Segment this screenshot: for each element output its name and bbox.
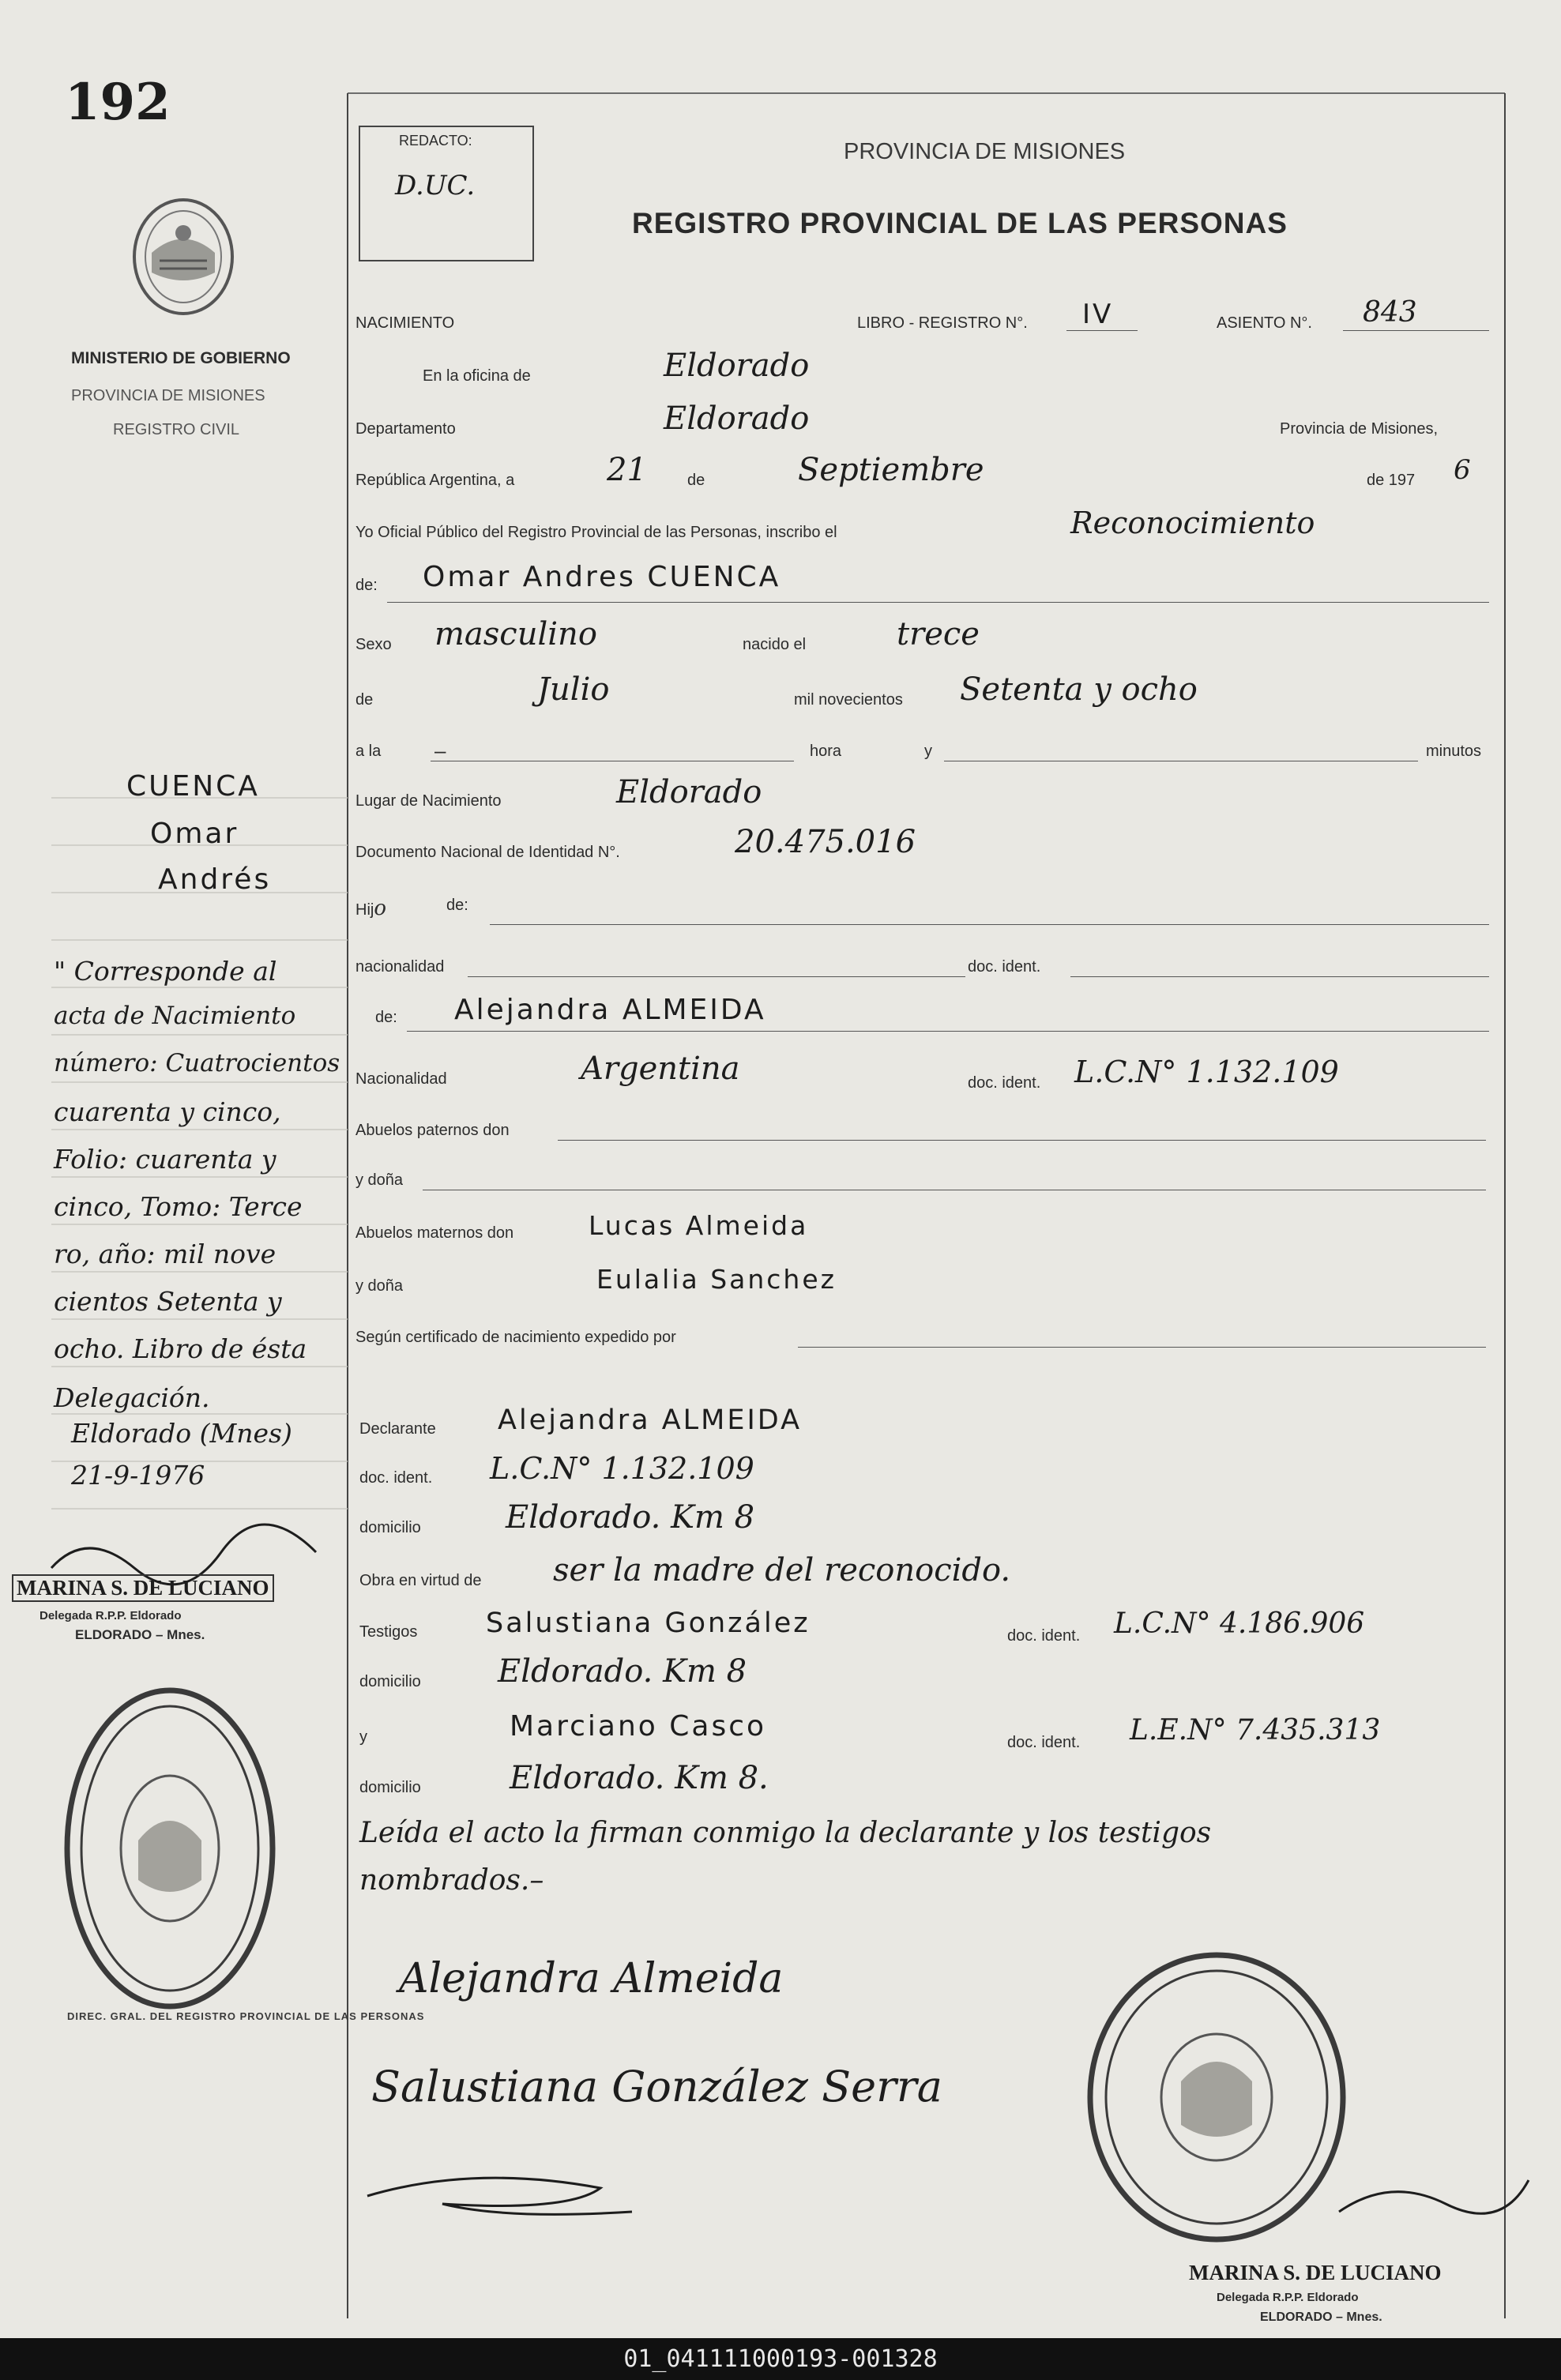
departamento-label: Departamento xyxy=(355,420,456,438)
declarante-value: Alejandra ALMEIDA xyxy=(498,1404,803,1436)
margin-note-line: Delegación. xyxy=(54,1382,210,1413)
libro-value: IV xyxy=(1082,299,1114,330)
page-number: 192 xyxy=(65,73,171,132)
mil-label: mil novecientos xyxy=(794,691,903,709)
hijo-de-label: de: xyxy=(446,897,468,914)
abuelos-mat-label: Abuelos maternos don xyxy=(355,1224,514,1242)
redacto-label: REDACTO: xyxy=(399,133,472,149)
obra-label-b: en virtud de xyxy=(399,1572,482,1589)
testigo2-value: Marciano Casco xyxy=(510,1710,767,1743)
docident4-value: L.C.N° 4.186.906 xyxy=(1114,1607,1365,1640)
hijo-label-text: Hij xyxy=(355,901,374,919)
margin-note-line: " Corresponde al xyxy=(54,956,277,987)
mes-value: Septiembre xyxy=(798,452,984,488)
obra-value: ser la madre del reconocido. xyxy=(553,1552,1011,1589)
sexo-label: Sexo xyxy=(355,636,392,653)
bottom-signer-role: Delegada R.P.P. Eldorado xyxy=(1217,2291,1359,2304)
margin-surname: CUENCA xyxy=(126,770,260,803)
nacido-label: nacido el xyxy=(743,636,807,653)
signature-alejandra: Alejandra Almeida xyxy=(399,1955,784,2002)
ministry-line2: PROVINCIA DE MISIONES xyxy=(71,387,265,404)
declarante-label: Declarante xyxy=(359,1420,436,1438)
left-official-seal-icon xyxy=(67,1690,273,2006)
nacionalidad1-label: nacionalidad xyxy=(355,958,445,976)
docident1-label: doc. ident. xyxy=(968,958,1041,976)
abuelos-pat-label: Abuelos paternos don xyxy=(355,1122,510,1139)
republica-label: República Argentina, a xyxy=(355,472,515,489)
de-label: de xyxy=(687,472,705,489)
segun-label: Según certificado de nacimiento expedido por xyxy=(355,1329,676,1346)
header-province: PROVINCIA DE MISIONES xyxy=(844,139,1126,164)
anio-value: 6 xyxy=(1454,454,1471,486)
testigo1-value: Salustiana González xyxy=(486,1607,811,1639)
margin-signer-role: Delegada R.P.P. Eldorado xyxy=(39,1609,182,1622)
dni-value: 20.475.016 xyxy=(735,824,916,860)
ala-value: – xyxy=(434,739,446,762)
ministry-line3: REGISTRO CIVIL xyxy=(113,421,240,438)
y-label: y xyxy=(924,743,932,760)
madre-de-label: de: xyxy=(375,1009,397,1026)
ydona2-label: y doña xyxy=(355,1277,404,1295)
domicilio1-value: Eldorado. Km 8 xyxy=(506,1499,755,1536)
oficina-value: Eldorado xyxy=(664,348,810,384)
lugar-label: Lugar de Nacimiento xyxy=(355,792,502,810)
dni-label: Documento Nacional de Identidad N°. xyxy=(355,844,620,861)
docident3-value: L.C.N° 1.132.109 xyxy=(490,1451,754,1486)
oficial-label: Yo Oficial Público del Registro Provincial de las Personas, inscribo el xyxy=(355,524,837,541)
asiento-label: ASIENTO N°. xyxy=(1217,314,1312,332)
margin-note-line: 21-9-1976 xyxy=(71,1460,205,1491)
margin-note-line: ro, año: mil nove xyxy=(54,1239,276,1269)
nombre-value: Omar Andres CUENCA xyxy=(423,561,781,593)
ala-label: a la xyxy=(355,743,382,760)
margin-note-line: cinco, Tomo: Terce xyxy=(54,1191,303,1222)
domicilio3-label: domicilio xyxy=(359,1779,421,1796)
margin-signer-place: ELDORADO – Mnes. xyxy=(75,1627,205,1642)
y2-label: y xyxy=(359,1728,367,1746)
bottom-signer-name: MARINA S. DE LUCIANO xyxy=(1189,2261,1442,2284)
margin-note-line: ocho. Libro de ésta xyxy=(54,1333,307,1364)
anio-label: de 197 xyxy=(1367,472,1416,489)
mes-nac-value: Julio xyxy=(537,671,610,708)
margin-note-line: cuarenta y cinco, xyxy=(54,1096,281,1127)
dia-value: 21 xyxy=(607,452,647,488)
departamento-value: Eldorado xyxy=(664,400,810,437)
docident4-label: doc. ident. xyxy=(1007,1627,1081,1645)
margin-note-line: Folio: cuarenta y xyxy=(54,1144,276,1175)
nacionalidad2-label: Nacionalidad xyxy=(355,1070,447,1088)
right-signature-scribble xyxy=(1339,2180,1529,2213)
de3-label: de xyxy=(355,691,374,709)
domicilio1-label: domicilio xyxy=(359,1519,421,1536)
testigos-label: Testigos xyxy=(359,1623,418,1641)
sexo-value: masculino xyxy=(434,616,597,652)
obra-label-a: Obra xyxy=(359,1572,395,1589)
ydona1-label: y doña xyxy=(355,1171,404,1189)
ministry-line1: MINISTERIO DE GOBIERNO xyxy=(71,349,291,367)
margin-note-line: cientos Setenta y xyxy=(54,1286,282,1317)
docident5-label: doc. ident. xyxy=(1007,1734,1081,1751)
leida-line1: Leída el acto la firman conmigo la declarante y los testigos xyxy=(359,1817,1212,1849)
margin-seal-text: DIREC. GRAL. DEL REGISTRO PROVINCIAL DE LAS PERSONAS xyxy=(67,2010,425,2022)
leida-line2: nombrados.– xyxy=(359,1864,544,1897)
coat-of-arms-icon xyxy=(134,200,232,314)
margin-name1: Omar xyxy=(150,818,239,850)
domicilio3-value: Eldorado. Km 8. xyxy=(510,1760,769,1796)
nacido-value: trece xyxy=(897,616,980,652)
header-registry: REGISTRO PROVINCIAL DE LAS PERSONAS xyxy=(632,207,1288,239)
right-official-seal-icon xyxy=(1090,1955,1343,2239)
hijo-label xyxy=(355,897,386,920)
margin-name2: Andrés xyxy=(158,863,272,896)
anio-nac-value: Setenta y ocho xyxy=(960,671,1198,708)
bottom-signer-place: ELDORADO – Mnes. xyxy=(1260,2310,1382,2324)
footer-file-id: 01_041111000193-001328 xyxy=(0,2338,1561,2380)
redacto-value: D.UC. xyxy=(395,170,476,201)
nacimiento-label: NACIMIENTO xyxy=(355,314,455,332)
domicilio2-value: Eldorado. Km 8 xyxy=(498,1653,747,1690)
madre-value: Alejandra ALMEIDA xyxy=(454,994,766,1026)
bottom-signature-scribble xyxy=(367,2178,632,2214)
signature-salustiana: Salustiana González Serra xyxy=(371,2062,942,2111)
obra-label xyxy=(359,1572,482,1590)
de2-label: de: xyxy=(355,577,378,594)
margin-note-line: número: Cuatrocientos xyxy=(54,1049,340,1077)
docident5-value: L.E.N° 7.435.313 xyxy=(1130,1714,1381,1746)
docident2-value: L.C.N° 1.132.109 xyxy=(1074,1055,1339,1089)
asiento-value: 843 xyxy=(1363,296,1417,329)
hijo-suffix: o xyxy=(374,897,386,920)
libro-label: LIBRO - REGISTRO N°. xyxy=(857,314,1028,332)
minutos-label: minutos xyxy=(1426,743,1482,760)
acto-value: Reconocimiento xyxy=(1070,506,1315,540)
nacionalidad2-value: Argentina xyxy=(581,1051,740,1087)
lugar-value: Eldorado xyxy=(616,774,762,810)
provincia-label: Provincia de Misiones, xyxy=(1280,420,1439,438)
hora-label: hora xyxy=(810,743,842,760)
abuela-mat-value: Eulalia Sanchez xyxy=(596,1264,837,1295)
domicilio2-label: domicilio xyxy=(359,1673,421,1690)
abuelo-mat-value: Lucas Almeida xyxy=(589,1210,809,1241)
docident2-label: doc. ident. xyxy=(968,1074,1041,1092)
margin-note-line: acta de Nacimiento xyxy=(54,1002,296,1030)
margin-note-line: Eldorado (Mnes) xyxy=(71,1418,292,1449)
oficina-label: En la oficina de xyxy=(423,367,531,385)
docident3-label: doc. ident. xyxy=(359,1469,433,1487)
margin-signer-name: MARINA S. DE LUCIANO xyxy=(12,1574,274,1602)
